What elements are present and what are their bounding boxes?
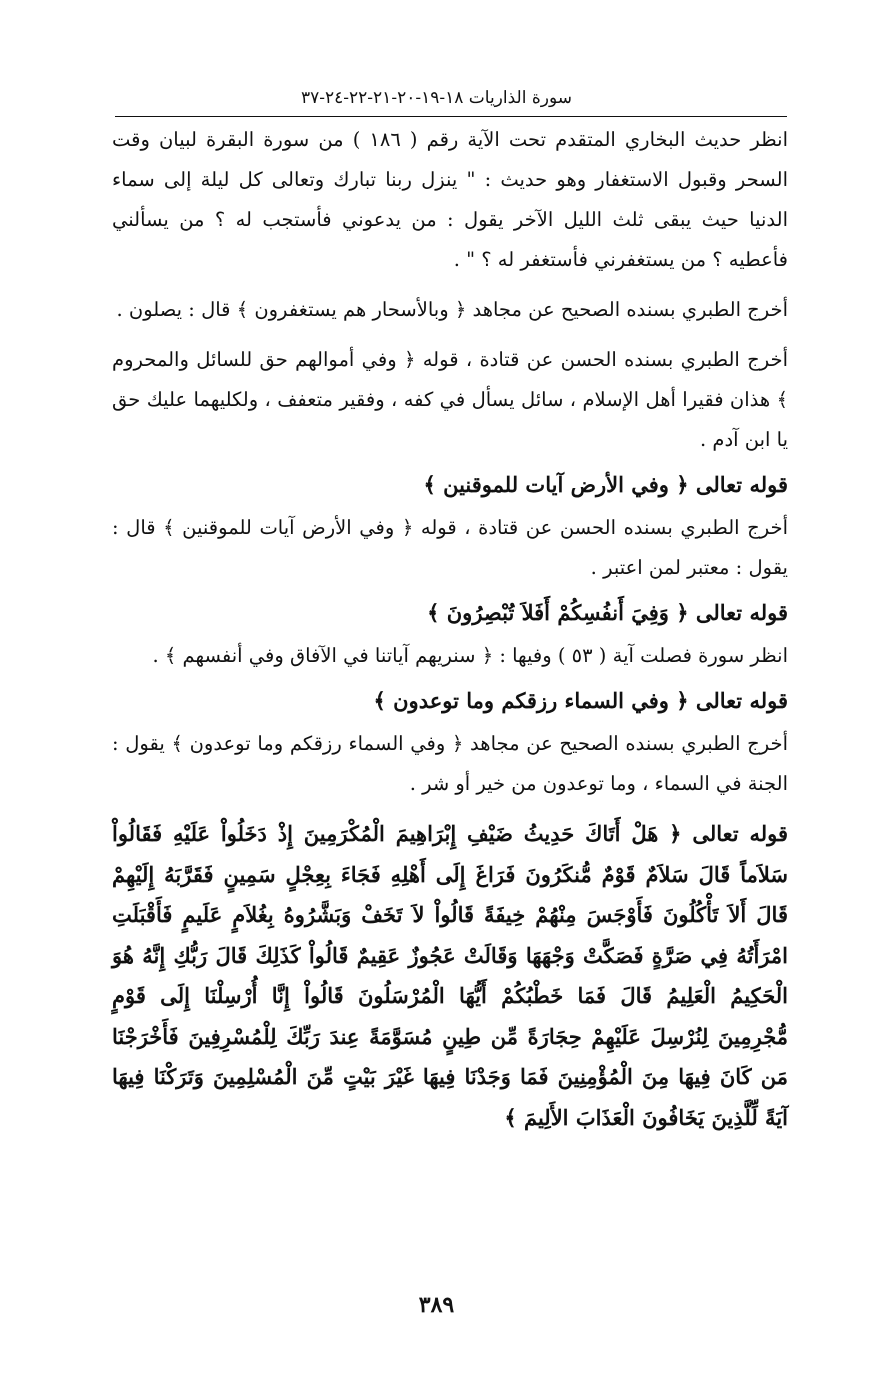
paragraph-qatada-ayat: أخرج الطبري بسنده الحسن عن قتادة ، قوله ﴿ وفي الأرض آيات للموقنين ﴾ قال : يقول : معتبر لمن اعتبر . — [112, 516, 788, 579]
quran-passage-24-37: قوله تعالى ﴿ هَلْ أَتَاكَ حَدِيثُ ضَيْفِ إِبْرَاهِيمَ الْمُكْرَمِينَ إِذْ دَخَلُواْ عَلَيْهِ فَقَالُواْ سَلاَماً قَالَ سَلاَمٌ قَوْمٌ مُّنكَرُونَ فَرَاغَ إِلَى أَهْلِهِ فَجَاءَ بِعِجْلٍ سَمِينٍ فَقَرَّبَهُ إِلَيْهِمْ قَالَ أَلاَ تَأْكُلُونَ فَأَوْجَسَ مِنْهُمْ خِيفَةً قَالُواْ لاَ تَخَفْ وَبَشَّرُوهُ بِغُلاَمٍ عَلَيمٍ فَأَقْبَلَتِ امْرَأَتُهُ فِي صَرَّةٍ فَصَكَّتْ وَجْهَهَا وَقَالَتْ عَجُوزٌ عَقِيمٌ قَالُواْ كَذَلِكَ قَالَ رَبُّكِ إِنَّهُ هُوَ الْحَكِيمُ الْعَلِيمُ قَالَ فَمَا خَطْبُكُمْ أَيُّهَا الْمُرْسَلُونَ قَالُواْ إِنَّا أُرْسِلْنَا إِلَى قَوْمٍ مُّجْرِمِينَ لِنُرْسِلَ عَلَيْهِمْ حِجَارَةً مِّن طِينٍ مُسَوَّمَةً عِندَ رَبِّكَ لِلْمُسْرِفِينَ فَأَخْرَجْنَا مَن كَانَ فِيهَا مِنَ الْمُؤْمِنِينَ فَمَا وَجَدْنَا فِيهَا غَيْرَ بَيْتٍ مِّنَ الْمُسْلِمِينَ وَتَرَكْنَا فِيهَا آيَةً لِّلَّذِينَ يَخَافُونَ الْعَذَابَ الأَلِيمَ ﴾ — [112, 821, 788, 1130]
paragraph-mujahid-rizq: أخرج الطبري بسنده الصحيح عن مجاهد ﴿ وفي السماء رزقكم وما توعدون ﴾ يقول : الجنة في السماء ، وما توعدون من خير أو شر . — [112, 732, 788, 795]
page-body — [112, 120, 788, 1138]
heading-verse-22: قوله تعالى ﴿ وفي السماء رزقكم وما توعدون ﴾ — [373, 688, 788, 713]
running-head: سورة الذاريات ١٨-١٩-٢٠-٢١-٢٢-٢٤-٣٧ — [301, 88, 572, 108]
paragraph-qatada-amwal: أخرج الطبري بسنده الحسن عن قتادة ، قوله ﴿ وفي أموالهم حق للسائل والمحروم ﴾ هذان فقيرا أهل الإسلام ، سائل يسأل في كفه ، وفقير متعفف ، ولكليهما عليك حق يا ابن آدم . — [112, 348, 788, 451]
paragraph-fussilat-ref: انظر سورة فصلت آية ( ٥٣ ) وفيها : ﴿ سنريهم آياتنا في الآفاق وفي أنفسهم ﴾ . — [152, 644, 788, 667]
heading-verse-21: قوله تعالى ﴿ وَفِيَ أَنفُسِكُمْ أَفَلاَ تُبْصِرُونَ ﴾ — [427, 600, 788, 625]
heading-verse-20: قوله تعالى ﴿ وفي الأرض آيات للموقنين ﴾ — [423, 472, 788, 497]
page-number: ٣٨٩ — [418, 1292, 455, 1318]
paragraph-mujahid-ashar: أخرج الطبري بسنده الصحيح عن مجاهد ﴿ وبالأسحار هم يستغفرون ﴾ قال : يصلون . — [116, 298, 788, 321]
paragraph-bukhari-hadith: انظر حديث البخاري المتقدم تحت الآية رقم ( ١٨٦ ) من سورة البقرة لبيان وقت السحر وقبول الاستغفار وهو حديث : " ينزل ربنا تبارك وتعالى كل ليلة إلى سماء الدنيا حيث يبقى ثلث الليل الآخر يقول : من يدعوني فأستجب له ؟ من يسألني فأعطيه ؟ من يستغفرني فأستغفر له ؟ " . — [112, 128, 788, 271]
header-rule — [115, 116, 787, 117]
